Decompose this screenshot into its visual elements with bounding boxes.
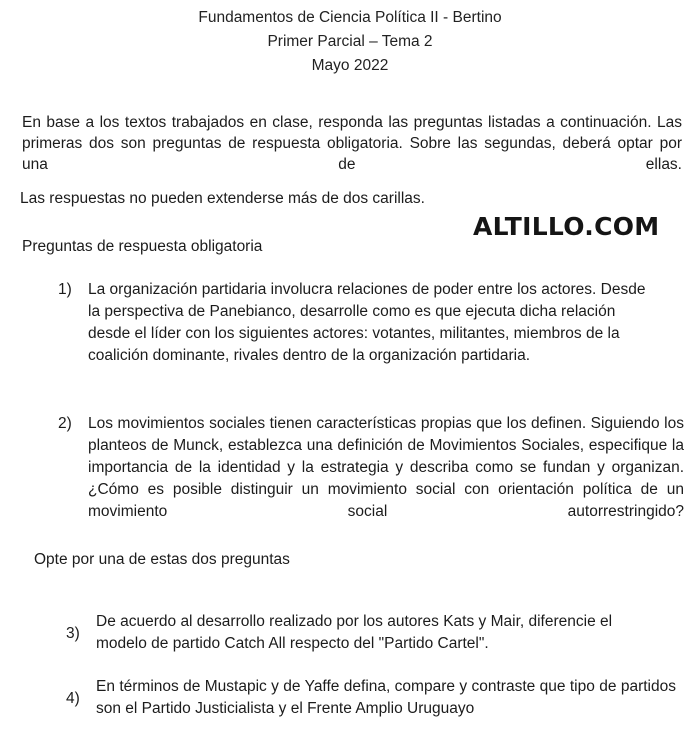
question-2-number: 2) (58, 415, 72, 432)
question-3-number: 3) (66, 625, 80, 642)
question-4-number: 4) (66, 690, 80, 707)
exam-title: Primer Parcial – Tema 2 (267, 33, 433, 50)
mandatory-heading: Preguntas de respuesta obligatoria (22, 238, 263, 255)
question-1-number: 1) (58, 281, 72, 298)
exam-header (0, 6, 700, 78)
question-1 (58, 279, 678, 391)
watermark-logo: ALTILLO.COM (473, 212, 660, 241)
question-4 (66, 676, 686, 724)
course-title: Fundamentos de Ciencia Política II - Bertino (198, 9, 502, 26)
question-3-text: De acuerdo al desarrollo realizado por los autores Kats y Mair, diferencie el modelo de partido Catch All respecto del "Partido Cartel". (96, 613, 613, 652)
question-1-text: La organización partidaria involucra relaciones de poder entre los actores. Desde la perspectiva de Panebianco, desarrolle como es que ejecuta dicha relación desde el líder con los siguientes actores: votantes, militantes, miembros de la coalición dominante, rivales dentro de la organización partidaria. (88, 281, 646, 364)
question-3 (66, 611, 666, 659)
question-2 (58, 413, 688, 525)
question-4-text: En términos de Mustapic y de Yaffe defina, compare y contraste que tipo de partidos son el Partido Justicialista y el Frente Amplio Uruguayo (96, 678, 676, 717)
exam-date: Mayo 2022 (311, 57, 389, 74)
optional-heading: Opte por una de estas dos preguntas (34, 551, 290, 568)
question-2-text: Los movimientos sociales tienen características propias que los definen. Siguiendo los planteos de Munck, establezca una definición de Movimientos Sociales, especifique la importancia de la identidad y la estrategia y describa como se fundan y organizan. ¿Cómo es posible distinguir un movimiento social con orientación política de un movimiento social autorrestringido? (88, 415, 684, 520)
instructions-limit: Las respuestas no pueden extenderse más de dos carillas. (20, 190, 425, 207)
instructions-paragraph: En base a los textos trabajados en clase, responda las preguntas listadas a continuación. Las primeras dos son preguntas de respuesta obligatoria. Sobre las segundas, deberá optar por una de ellas. (22, 114, 682, 173)
